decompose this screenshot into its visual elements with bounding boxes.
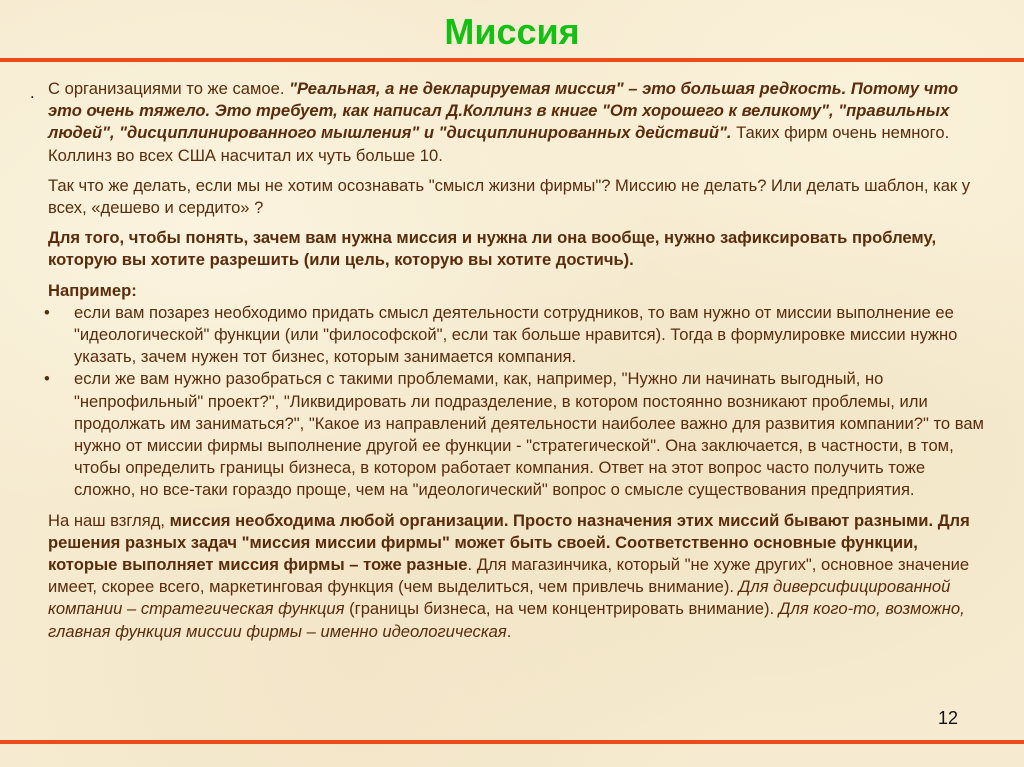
paragraph-conclusion xyxy=(48,510,988,643)
list-item xyxy=(42,302,988,369)
paragraph-collins-quote: "Реальная, а не декларируемая миссия" – это большая редкость. Потому что это очень тяжело. Это требует, как написал Д.Коллинз в книге "От хорошего к великому", "правильных людей", "дисциплинированного мышления" и "дисциплинированных действий". xyxy=(48,79,959,143)
list-item-text: если же вам нужно разобраться с такими проблемами, как, например, "Нужно ли начинать выгодный, но "непрофильный" проект?", "Ликвидировать ли подразделение, в котором постоянно возникают проблемы, или продолжать им заниматься?", "Какое из направлений деятельности наиболее важно для развития компании?" то вам нужно от миссии фирмы выполнение другой ее функции - "стратегической". Она заключается, в частности, в том, чтобы определить границы бизнеса, в котором работает компания. Ответ на этот вопрос часто получить тоже сложно, но все-таки гораздо проще, чем на "идеологический" вопрос о смысле существования предприятия. xyxy=(74,369,984,500)
bullet-icon: • xyxy=(44,369,50,389)
bullet-icon: • xyxy=(44,302,50,322)
example-list-wrapper xyxy=(42,302,988,502)
top-divider xyxy=(0,58,1024,62)
slide-body xyxy=(44,78,988,643)
conclusion-ideological: Для кого-то, возможно, главная функция миссии фирмы – именно идеологическая xyxy=(48,599,965,641)
list-item xyxy=(42,368,988,501)
lead-marker: . xyxy=(30,83,35,102)
list-item-text: если вам позарез необходимо придать смысл деятельности сотрудников, то вам нужно от миссии выполнение ее "идеологической" функции (или "философской", если так больше нравится). Тогда в формулировке миссии нужно указать, зачем нужен тот бизнес, которым занимается компания. xyxy=(74,302,958,367)
page-number: 12 xyxy=(938,708,959,728)
slide-title: Миссия xyxy=(444,11,580,52)
example-list xyxy=(42,302,988,502)
conclusion-shop: . Для магазинчика, который "не хуже других", основное значение имеет, скорее всего, маркетинговая функция (чем выделиться, чем привлечь внимание). xyxy=(48,555,970,597)
conclusion-end: . xyxy=(506,621,512,641)
conclusion-intro: На наш взгляд, xyxy=(48,510,170,530)
conclusion-boundaries: (границы бизнеса, на чем концентрировать внимание). xyxy=(344,599,779,619)
paragraph-problem: Для того, чтобы понять, зачем вам нужна миссия и нужна ли она вообще, нужно зафиксировать проблему, которую вы хотите разрешить (или цель, которую вы хотите достичь). xyxy=(48,228,937,270)
paragraph-collins xyxy=(48,78,988,167)
paragraph-collins-tail: Таких фирм очень немного. Коллинз во всех США насчитал их чуть больше 10. xyxy=(48,123,950,165)
paragraph-collins-intro: С организациями то же самое. xyxy=(48,79,290,98)
conclusion-diversified: Для диверсифицированной компании – стратегическая функция xyxy=(48,577,951,619)
example-heading: Например: xyxy=(48,280,137,300)
bottom-divider xyxy=(0,740,1024,744)
conclusion-bold: миссия необходима любой организации. Просто назначения этих миссий бывают разными. Для решения разных задач "миссия миссии фирмы" может быть своей. Соответственно основные функции, которые выполняет миссия фирмы – тоже разные xyxy=(48,510,970,575)
paragraph-question: Так что же делать, если мы не хотим осознавать "смысл жизни фирмы"? Миссию не делать? Или делать шаблон, как у всех, «дешево и сердито» ? xyxy=(48,175,971,218)
